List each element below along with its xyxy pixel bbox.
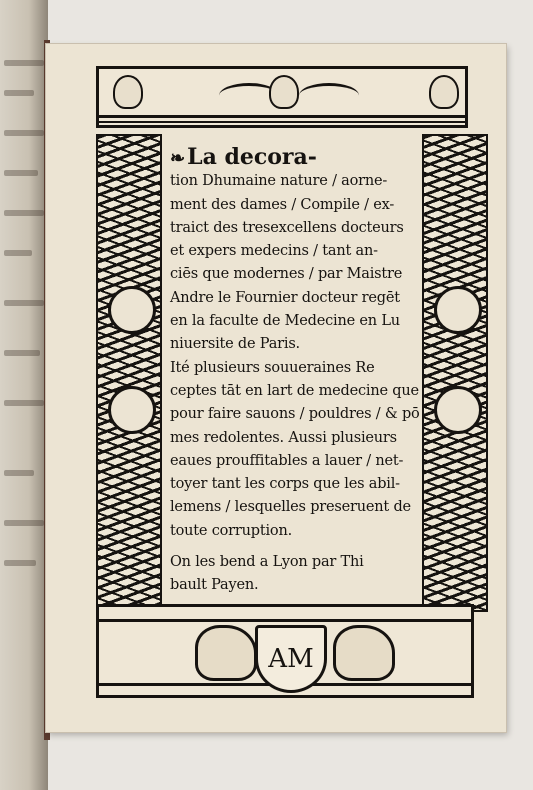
text-line: ment des dames / Compile / ex- [170,196,395,213]
woodcut-top-border [96,66,468,128]
woodcut-beast-right [333,625,395,681]
title-heading: ❧La decora- [170,144,317,170]
woodcut-wing-right [299,83,359,108]
text-line: toyer tant les corps que les abil- [170,476,400,493]
text-line: Andre le Fournier docteur regēt [170,289,400,306]
text-line: toute corruption. [170,522,292,539]
woodcut-left-pillar [96,134,162,612]
woodcut-figure-left [113,75,143,109]
woodcut-figure-right [429,75,459,109]
printer-mark-shield [255,625,327,693]
text-line: Ité plusieurs souueraines Re [170,359,375,376]
text-line: traict des tresexcellens docteurs [170,219,404,236]
text-line: et expers medecins / tant an- [170,243,378,260]
imprint-line: On les bend a Lyon par Thi [170,554,364,571]
text-line: mes redolentes. Aussi plusieurs [170,429,397,446]
text-line: ceptes tāt en lart de medecine que [170,382,419,399]
shield-monogram: AM [268,644,314,674]
woodcut-bottom-border [96,604,474,698]
title-text [170,146,468,598]
woodcut-beast-left [195,625,257,681]
woodcut-face-medallion [108,286,156,334]
text-line: tion Dhumaine nature / aorne- [170,173,388,190]
title-page [46,44,506,732]
text-line: niuersite de Paris. [170,336,300,353]
woodcut-angel-head [269,75,299,109]
text-line: ciēs que modernes / par Maistre [170,266,403,283]
imprint-line: bault Payen. [170,577,259,594]
text-line: eaues prouffitables a lauer / net- [170,452,404,469]
facing-page-edge [0,0,48,790]
text-line: en la faculte de Medecine en Lu [170,313,400,330]
woodcut-shell-medallion [108,386,156,434]
text-line: pour faire sauons / pouldres / & pō [170,406,420,423]
text-line: lemens / lesquelles preseruent de [170,499,411,516]
fleuron-icon: ❧ [170,148,186,169]
